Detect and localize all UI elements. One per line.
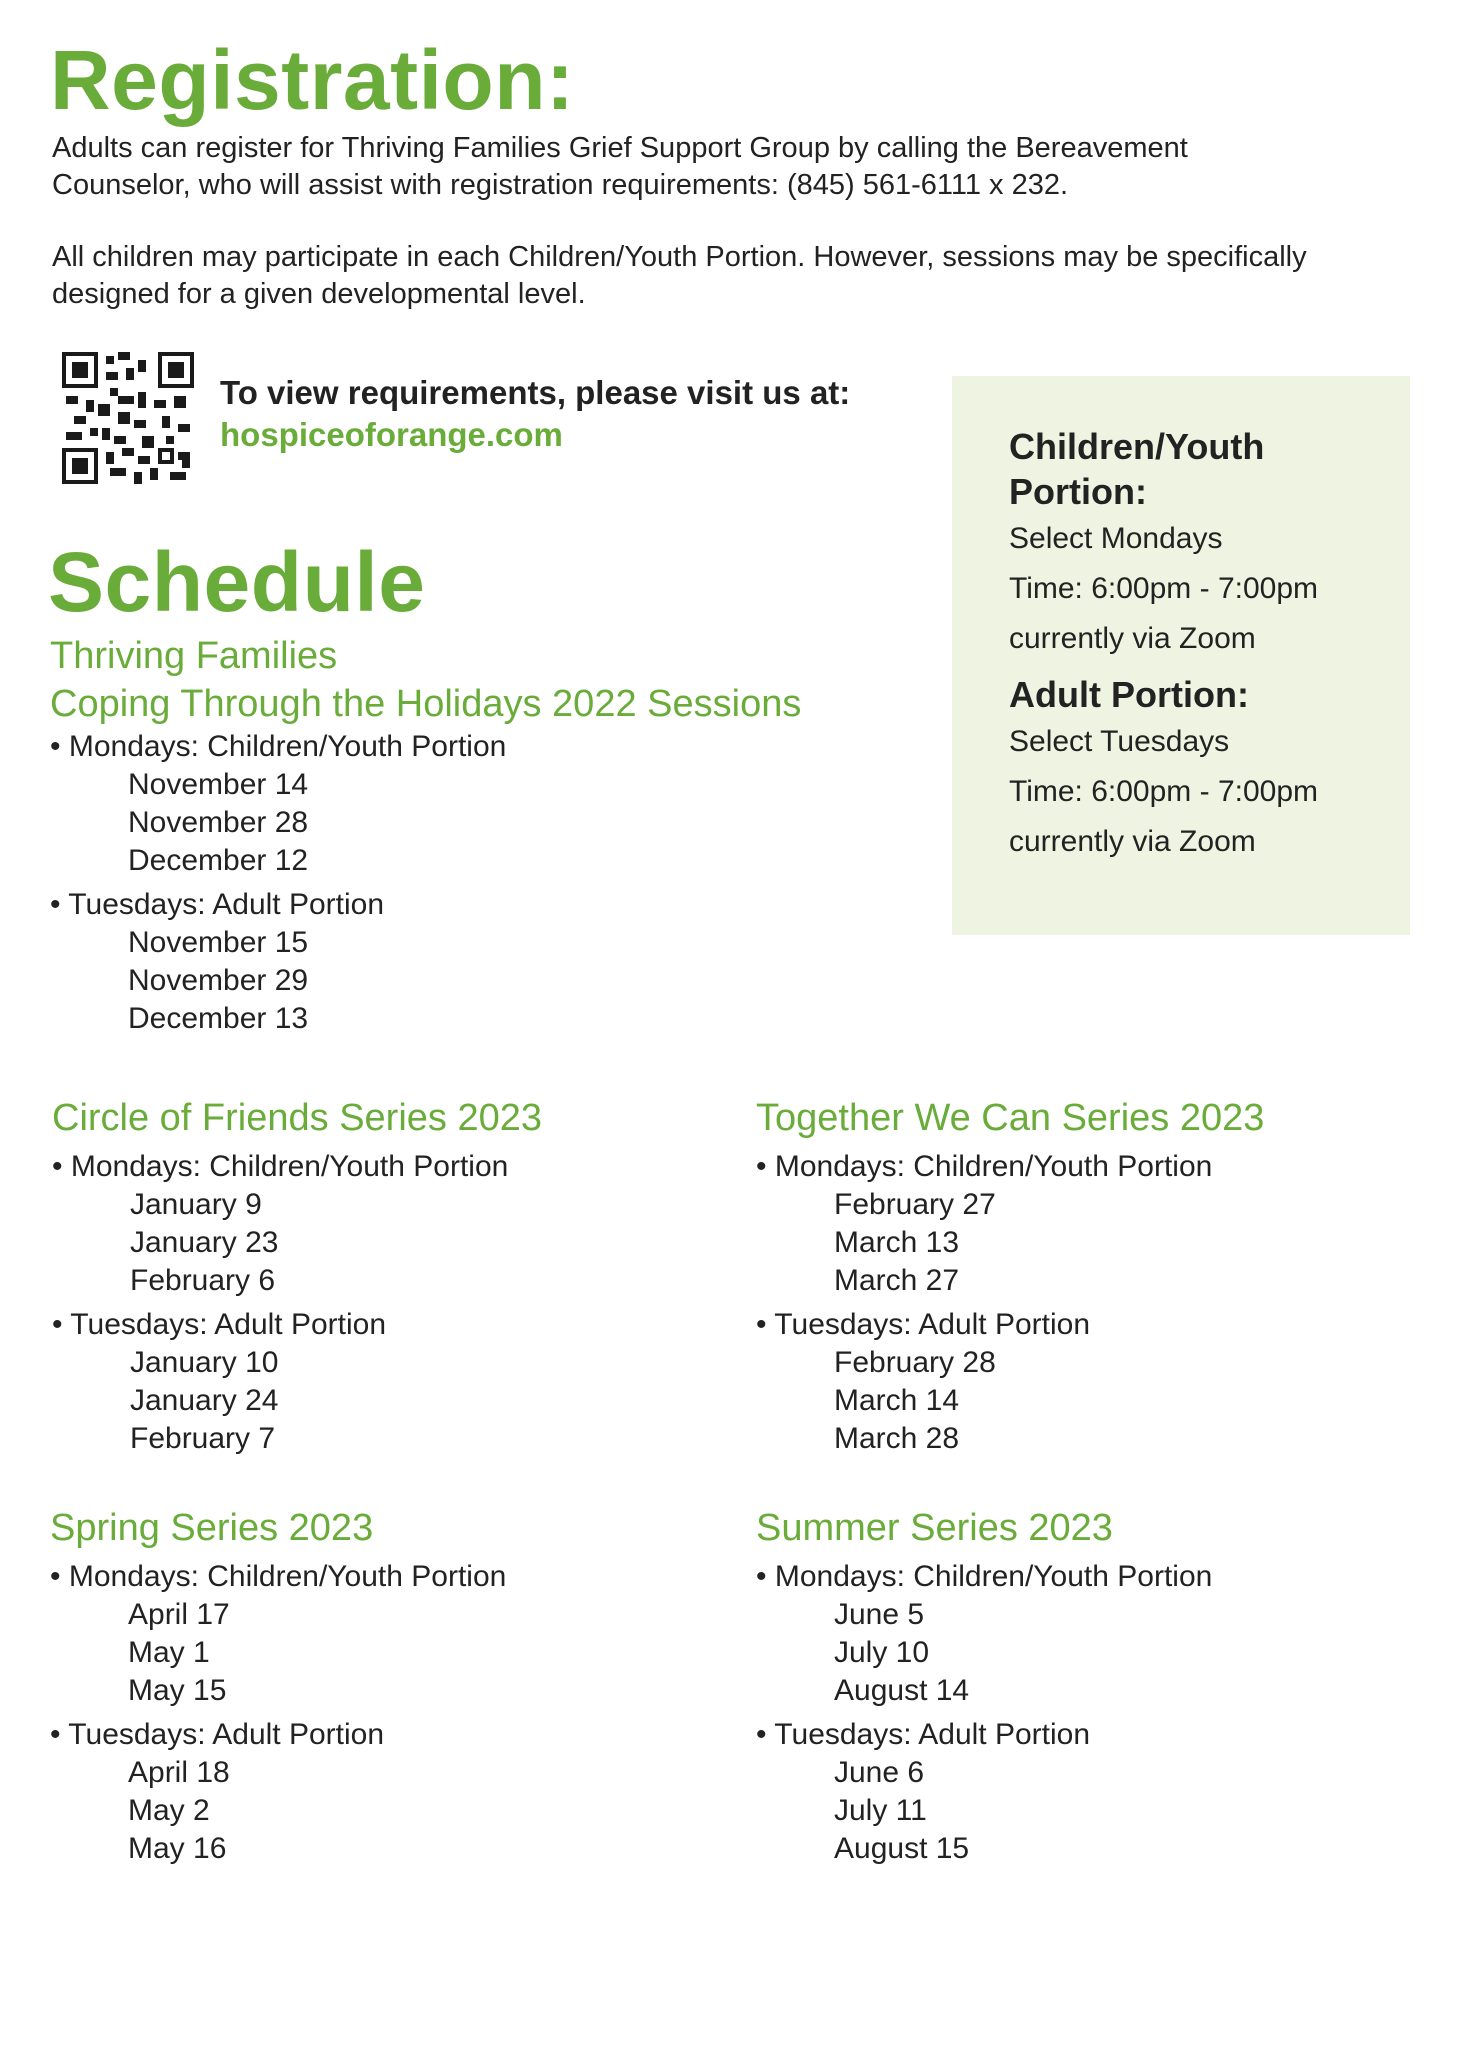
- holidays-monday-date: November 28: [128, 806, 309, 839]
- children-day: Select Mondays: [1009, 522, 1223, 555]
- children-mode: currently via Zoom: [1009, 622, 1256, 655]
- holidays-monday-date: December 12: [128, 844, 309, 877]
- series-tuesday-date: March 14: [834, 1384, 960, 1417]
- series-monday-date: January 9: [130, 1188, 262, 1221]
- holidays-tuesday-date: November 29: [128, 964, 309, 997]
- series-tuesday-date: February 28: [834, 1346, 996, 1379]
- series-tuesday-date: February 7: [130, 1422, 276, 1455]
- holidays-sessions: [50, 632, 801, 1044]
- holidays-mondays-label: • Mondays: Children/Youth Portion: [50, 730, 507, 763]
- series-tuesday-date: March 28: [834, 1422, 960, 1455]
- visit-text: To view requirements, please visit us at:: [220, 374, 851, 411]
- series-tuesdays-label: • Tuesdays: Adult Portion: [50, 1718, 385, 1751]
- series-tuesday-date: January 10: [130, 1346, 279, 1379]
- session-info-box: [952, 376, 1410, 935]
- series-tuesdays-label: • Tuesdays: Adult Portion: [756, 1308, 1091, 1341]
- series-mondays-label: • Mondays: Children/Youth Portion: [756, 1150, 1213, 1183]
- series-monday-date: June 5: [834, 1598, 925, 1631]
- series-tuesday-date: August 15: [834, 1832, 970, 1865]
- schedule-title: Schedule: [48, 535, 426, 629]
- adult-day: Select Tuesdays: [1009, 725, 1230, 758]
- series-mondays-label: • Mondays: Children/Youth Portion: [52, 1150, 509, 1183]
- series-tuesday-date: June 6: [834, 1756, 925, 1789]
- series-monday-date: January 23: [130, 1226, 279, 1259]
- series-title: Circle of Friends Series 2023: [52, 1097, 542, 1139]
- series-monday-date: March 13: [834, 1226, 960, 1259]
- series-circle-of-friends: [52, 1094, 542, 1464]
- series-tuesday-date: July 11: [834, 1794, 927, 1827]
- registration-text: [52, 130, 1432, 313]
- series-monday-date: July 10: [834, 1636, 930, 1669]
- series-title: Spring Series 2023: [50, 1507, 374, 1549]
- adult-heading: Adult Portion:: [1009, 674, 1249, 715]
- schedule-subtitle1: Thriving Families: [50, 635, 338, 677]
- series-mondays-label: • Mondays: Children/Youth Portion: [756, 1560, 1213, 1593]
- series-summer: [756, 1504, 1212, 1874]
- holidays-tuesday-date: December 13: [128, 1002, 309, 1035]
- children-heading-line2: Portion:: [1009, 471, 1147, 512]
- qr-code-icon: [62, 352, 194, 489]
- series-monday-date: April 17: [128, 1598, 230, 1631]
- series-monday-date: May 1: [128, 1636, 210, 1669]
- series-tuesdays-label: • Tuesdays: Adult Portion: [756, 1718, 1091, 1751]
- series-tuesday-date: May 16: [128, 1832, 227, 1865]
- series-spring: [50, 1504, 506, 1874]
- schedule-subtitle2: Coping Through the Holidays 2022 Sessions: [50, 683, 802, 725]
- holidays-monday-date: November 14: [128, 768, 309, 801]
- series-mondays-label: • Mondays: Children/Youth Portion: [50, 1560, 507, 1593]
- series-tuesday-date: May 2: [128, 1794, 210, 1827]
- adult-mode: currently via Zoom: [1009, 825, 1256, 858]
- series-monday-date: March 27: [834, 1264, 960, 1297]
- series-tuesday-date: April 18: [128, 1756, 230, 1789]
- series-monday-date: February 27: [834, 1188, 996, 1221]
- series-tuesdays-label: • Tuesdays: Adult Portion: [52, 1308, 387, 1341]
- registration-para1-line1: Adults can register for Thriving Families Grief Support Group by calling the Bereavement: [52, 132, 1188, 164]
- registration-para2-line1: All children may participate in each Children/Youth Portion. However, sessions may be specifically: [52, 241, 1307, 273]
- website-link[interactable]: hospiceoforange.com: [220, 416, 563, 453]
- children-heading-line1: Children/Youth: [1009, 426, 1265, 467]
- adult-time: Time: 6:00pm - 7:00pm: [1009, 775, 1319, 808]
- registration-para1-line2: Counselor, who will assist with registration requirements: (845) 561-6111 x 232.: [52, 169, 1069, 201]
- registration-para2-line2: designed for a given developmental level.: [52, 278, 586, 310]
- series-monday-date: February 6: [130, 1264, 276, 1297]
- children-time: Time: 6:00pm - 7:00pm: [1009, 572, 1319, 605]
- series-monday-date: August 14: [834, 1674, 970, 1707]
- holidays-tuesdays-label: • Tuesdays: Adult Portion: [50, 888, 385, 921]
- registration-title: Registration:: [50, 33, 575, 127]
- series-tuesday-date: January 24: [130, 1384, 279, 1417]
- visit-block: [220, 372, 850, 456]
- series-title: Summer Series 2023: [756, 1507, 1113, 1549]
- holidays-tuesday-date: November 15: [128, 926, 309, 959]
- series-together-we-can: [756, 1094, 1264, 1464]
- series-title: Together We Can Series 2023: [756, 1097, 1265, 1139]
- series-monday-date: May 15: [128, 1674, 227, 1707]
